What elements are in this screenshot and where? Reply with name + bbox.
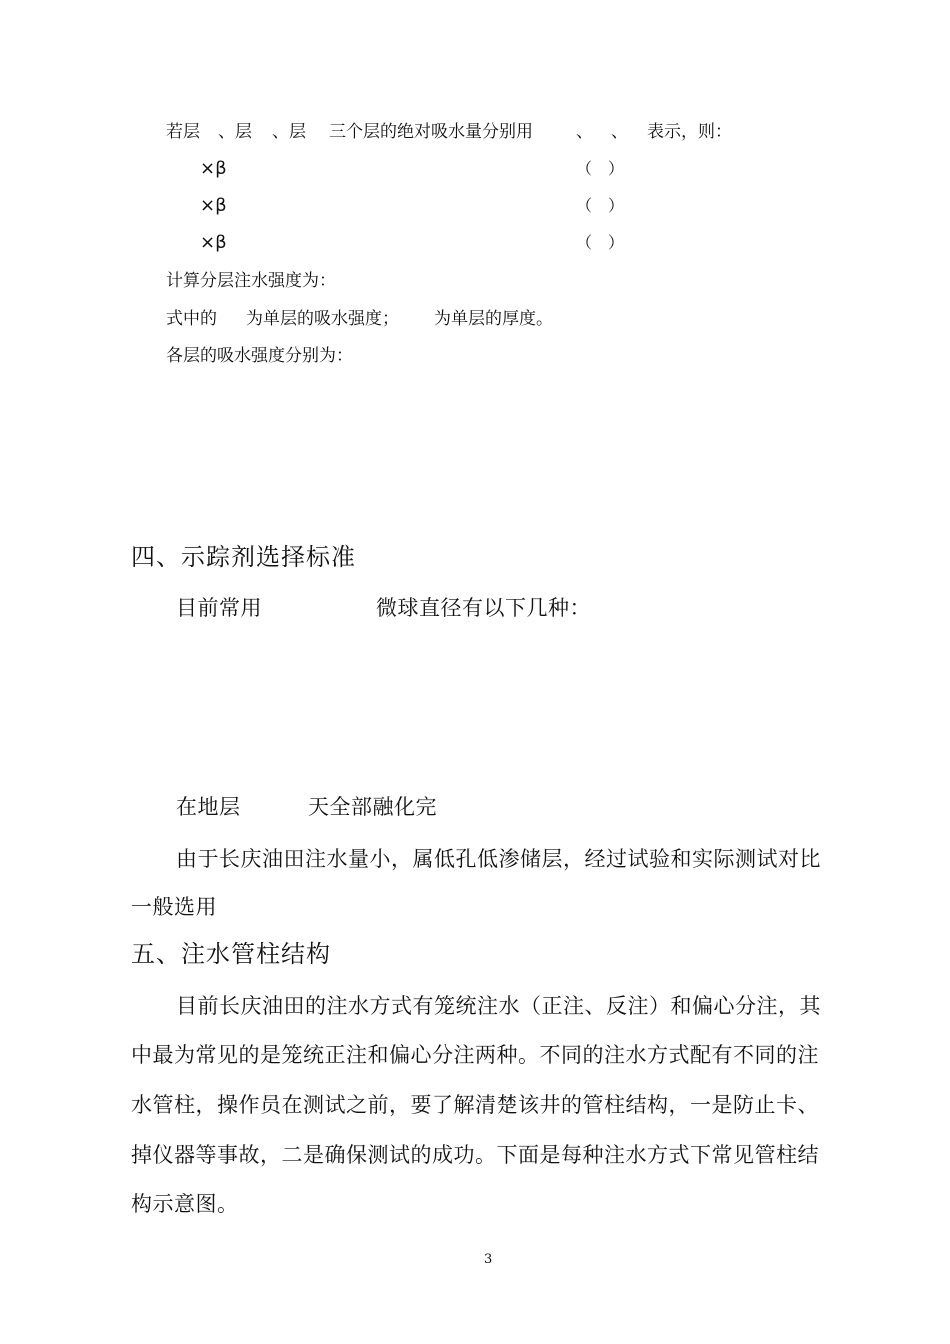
equation-3-number: （ ） xyxy=(576,233,625,252)
section-heading-tubing: 五、注水管柱结构 xyxy=(131,940,331,968)
intro-text-4: 三个层的绝对吸水量分别用 xyxy=(329,122,533,142)
tubing-paragraph-line-2: 中最为常见的是笼统正注和偏心分注两种。不同的注水方式配有不同的注 xyxy=(131,1043,819,1067)
each-layer-line: 各层的吸水强度分别为： xyxy=(166,346,353,366)
definition-text-2: 为单层的吸水强度； xyxy=(246,309,399,329)
intro-text-7: 表示，则： xyxy=(647,122,732,142)
definition-text-1: 式中的 xyxy=(166,309,217,329)
page-number: 3 xyxy=(484,1252,493,1267)
equation-1-number: （ ） xyxy=(576,159,625,178)
tubing-paragraph-line-4: 掉仪器等事故，二是确保测试的成功。下面是每种注水方式下常见管柱结 xyxy=(131,1143,819,1167)
equation-2-number: （ ） xyxy=(576,196,625,215)
calc-intensity-line: 计算分层注水强度为： xyxy=(166,271,336,291)
intro-text-2: 、层 xyxy=(218,122,252,142)
intro-text-6: 、 xyxy=(611,122,628,142)
tracer-text-1: 目前常用 xyxy=(176,596,262,620)
tracer-paragraph-line-2: 一般选用 xyxy=(131,895,217,919)
definition-text-3: 为单层的厚度。 xyxy=(434,309,553,329)
equation-3: ×β xyxy=(200,232,227,253)
tubing-paragraph-line-3: 水管柱，操作员在测试之前，要了解清楚该井的管柱结构，一是防止卡、 xyxy=(131,1093,819,1117)
tubing-paragraph-line-1: 目前长庆油田的注水方式有笼统注水（正注、反注）和偏心分注，其 xyxy=(176,994,821,1018)
tracer-text-2: 微球直径有以下几种： xyxy=(376,596,591,620)
melt-text-1: 在地层 xyxy=(176,795,241,819)
intro-text-1: 若层 xyxy=(166,122,200,142)
melt-text-2: 天全部融化完 xyxy=(308,795,437,819)
tracer-paragraph-line-1: 由于长庆油田注水量小，属低孔低渗储层，经过试验和实际测试对比 xyxy=(176,847,821,871)
section-heading-tracer: 四、示踪剂选择标准 xyxy=(131,543,356,571)
intro-text-3: 、层 xyxy=(272,122,306,142)
intro-text-5: 、 xyxy=(576,122,593,142)
tubing-paragraph-line-5: 构示意图。 xyxy=(131,1192,239,1216)
equation-1: ×β xyxy=(200,158,227,179)
equation-2: ×β xyxy=(200,195,227,216)
